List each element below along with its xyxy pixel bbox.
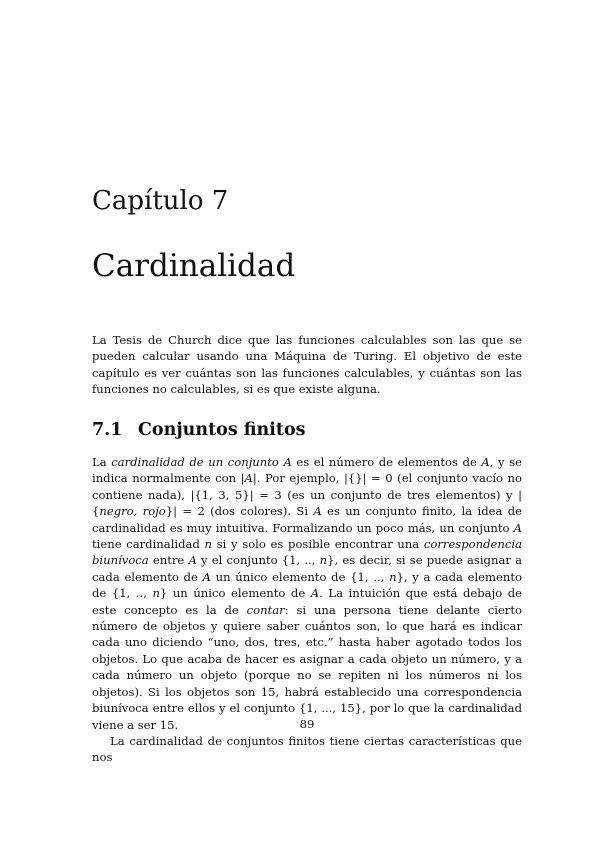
math-var: A xyxy=(513,520,522,535)
text-run: si y solo es posible encontrar una xyxy=(212,537,424,552)
text-run: }| = 2 (dos colores). Si xyxy=(165,504,314,519)
text-run: } un único elemento de xyxy=(159,586,311,601)
math-var: A xyxy=(283,455,292,469)
text-run: . La intuición que está debajo de este concepto es la de xyxy=(92,586,523,617)
text-run: un único elemento de {1, .., xyxy=(210,569,390,584)
math-var: n xyxy=(204,537,213,552)
math-var: A xyxy=(188,553,197,568)
paragraph-2: La cardinalidad de conjuntos finitos tiene ciertas características que nos xyxy=(92,733,522,765)
term-contar: contar xyxy=(246,602,285,617)
text-run: |. Por ejemplo, |{}| = 0 (el conjunto vacío no contiene nada), |{1, 3, 5}| = 3 (es un conjunto de tres elementos) y |{ xyxy=(92,471,522,519)
text-run: tiene cardinalidad xyxy=(92,537,205,552)
math-var: A xyxy=(481,455,490,469)
math-var: n xyxy=(389,569,397,584)
section-heading xyxy=(92,419,306,441)
chapter-title: Cardinalidad xyxy=(92,248,296,284)
text-run: La xyxy=(92,455,112,469)
text-run: entre xyxy=(148,553,189,568)
section-number: 7.1 xyxy=(92,420,123,440)
chapter-label: Capítulo 7 xyxy=(92,186,229,216)
math-var: A xyxy=(244,471,253,486)
section-title: Conjuntos finitos xyxy=(138,420,306,440)
math-var: n xyxy=(152,586,160,601)
math-var: n xyxy=(319,553,328,568)
text-run: : si una persona tiene delante cierto número de objetos y quiere saber cuántos son, lo que hará es indicar cada uno diciendo “uno, dos, tres, etc.” hasta haber agotado todos los objetos. Lo que acaba de hacer es asignar a cada objeto un número, y a cada número un objeto (porque no se repiten ni los números ni los objetos). Si los objetos son 15, habrá establecido una correspondencia biunívoca entre ellos y el conjunto {1, ..., 15}, por lo que la cardinalidad viene a ser 15. xyxy=(92,602,522,732)
text-run: es un conjunto finito, la idea de cardinalidad es muy intuitiva. Formalizando un poco más, un conjunto xyxy=(92,504,522,535)
term-correspondencia: correspondencia biunívoca xyxy=(92,537,522,568)
text-run: }, es decir, si se puede asignar a cada elemento de xyxy=(92,553,522,584)
text-run: }, y a cada elemento de {1, .., xyxy=(92,569,523,601)
page-number: 89 xyxy=(299,717,315,731)
text-run: y el conjunto {1, .., xyxy=(196,553,320,568)
term-cardinalidad: cardinalidad de un conjunto xyxy=(111,455,279,469)
math-var: A xyxy=(310,586,320,601)
math-var: A xyxy=(313,504,322,519)
chapter-intro-paragraph: La Tesis de Church dice que las funciones calculables son las que se pueden calcular usando una Máquina de Turing. El objetivo de este capítulo es ver cuántas son las funciones calculables, y cuántas son las funciones no calculables, si es que existe alguna. xyxy=(92,333,522,397)
math-var: negro, rojo xyxy=(99,504,166,519)
paragraph-1 xyxy=(92,454,522,733)
text-run: es el número de elementos de xyxy=(291,455,482,469)
text-run: , y se indica normalmente con | xyxy=(92,455,522,486)
math-var: A xyxy=(202,569,211,584)
